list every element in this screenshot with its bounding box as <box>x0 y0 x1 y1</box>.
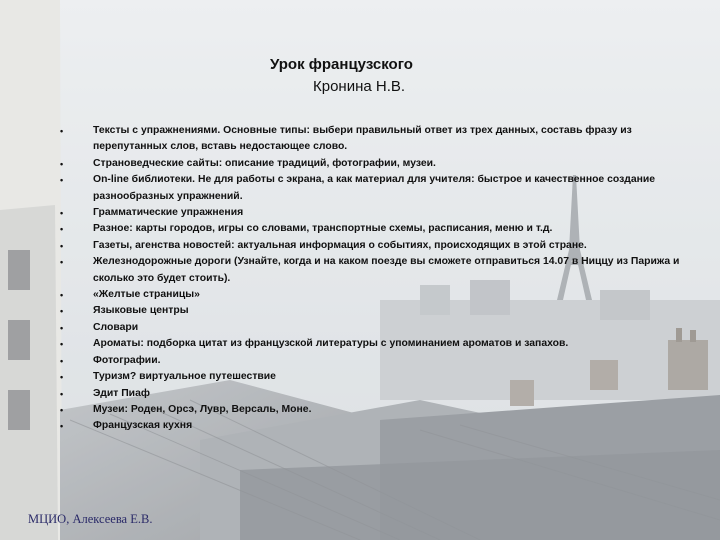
list-item-text: Туризм? виртуальное путешествие <box>93 371 276 383</box>
bullet-icon: • <box>60 339 64 350</box>
slide-author: Кронина Н.В. <box>313 78 406 95</box>
bullet-list <box>60 123 700 435</box>
list-item <box>60 418 700 434</box>
list-item <box>60 402 700 418</box>
bullet-icon: • <box>60 355 64 366</box>
bullet-icon: • <box>60 290 64 301</box>
bullet-icon: • <box>60 175 64 186</box>
bullet-icon: • <box>60 421 64 432</box>
list-item-text: Газеты, агенства новостей: актуальная информация о событиях, происходящих в этой стране. <box>93 239 587 251</box>
bullet-icon: • <box>60 126 64 136</box>
bullet-icon: • <box>60 224 64 235</box>
bullet-icon: • <box>60 404 64 415</box>
list-item-text: Эдит Пиаф <box>93 387 150 399</box>
footer-credit: МЦИО, Алексеева Е.В. <box>28 512 153 526</box>
list-item-text: On-line библиотеки. Не для работы с экрана, а как материал для учителя: быстрое и качественное создание разнообразных упражнений. <box>93 174 656 202</box>
list-item-text: «Желтые страницы» <box>93 289 200 301</box>
list-item-text: Языковые центры <box>93 305 189 317</box>
list-item-text: Французская кухня <box>93 420 193 432</box>
bullet-icon: • <box>60 208 64 219</box>
list-item <box>60 320 700 336</box>
list-item <box>60 336 700 352</box>
list-item <box>60 254 700 287</box>
bullet-icon: • <box>60 240 64 251</box>
list-item-text: Словари <box>93 321 139 333</box>
list-item-text: Тексты с упражнениями. Основные типы: выбери правильный ответ из трех данных, составь фразу из перепутанных слов, вставь недостающее слово. <box>93 125 632 153</box>
slide-title: Урок французского <box>270 56 413 73</box>
bullet-icon: • <box>60 257 64 268</box>
bullet-icon: • <box>60 158 64 169</box>
list-item-text: Страноведческие сайты: описание традиций, фотографии, музеи. <box>93 157 436 169</box>
list-item <box>60 156 700 172</box>
list-item-text: Грамматические упражнения <box>93 207 244 219</box>
list-item <box>60 123 700 156</box>
list-item <box>60 221 700 237</box>
list-item <box>60 205 700 221</box>
list-item <box>60 287 700 303</box>
bullet-icon: • <box>60 388 64 399</box>
bullet-icon: • <box>60 372 64 383</box>
list-item-text: Разное: карты городов, игры со словами, транспортные схемы, расписания, меню и т.д. <box>93 223 553 235</box>
list-item-text: Железнодорожные дороги (Узнайте, когда и на каком поезде вы сможете отправиться 14.07 в Ниццу из Парижа и сколько это будет стоить). <box>93 256 680 284</box>
list-item <box>60 238 700 254</box>
list-item <box>60 172 700 205</box>
list-item <box>60 369 700 385</box>
list-item <box>60 353 700 369</box>
list-item <box>60 386 700 402</box>
list-item-text: Фотографии. <box>93 354 161 366</box>
list-item-text: Музеи: Роден, Орсэ, Лувр, Версаль, Моне. <box>93 403 312 415</box>
list-item <box>60 303 700 319</box>
bullet-icon: • <box>60 306 64 317</box>
bullet-icon: • <box>60 322 64 333</box>
list-item-text: Ароматы: подборка цитат из французской литературы с упоминанием ароматов и запахов. <box>93 338 569 350</box>
